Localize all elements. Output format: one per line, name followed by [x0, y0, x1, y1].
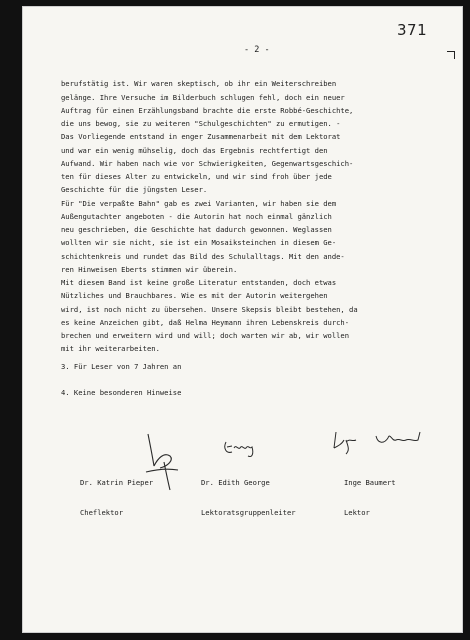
- body-line: berufstätig ist. Wir waren skeptisch, ob ihr ein Weiterschreiben: [61, 79, 337, 89]
- body-line: die uns bewog, sie zu weiteren "Schulgeschichten" zu ermutigen. -: [61, 119, 341, 128]
- body-line: wird, ist noch nicht zu übersehen. Unsere Skepsis bleibt bestehen, da: [61, 304, 358, 314]
- body-line: wollten wir sie nicht, sie ist ein Mosaiksteinchen in diesem Ge-: [61, 238, 337, 248]
- body-line: Außengutachter angeboten - die Autorin hat noch einmal gänzlich: [61, 211, 332, 221]
- body-line: Aufwand. Wir haben nach wie vor Schwierigkeiten, Gegenwartsgeschich-: [61, 158, 354, 168]
- signatory-name: Inge Baumert: [344, 478, 396, 487]
- signatory-role: Lektor: [344, 508, 370, 517]
- signatory-george: [201, 458, 296, 528]
- body-text: [61, 64, 358, 369]
- body-line: gelänge. Ihre Versuche im Bilderbuch schlugen fehl, doch ein neuer: [61, 92, 345, 102]
- body-line: es keine Anzeichen gibt, daß Helma Heymann ihren Lebenskreis durch-: [61, 317, 350, 327]
- body-line: mit ihr weiterarbeiten.: [61, 344, 160, 354]
- signature-baumert: [330, 428, 440, 456]
- body-line: Geschichte für die jüngsten Leser.: [61, 185, 208, 195]
- body-line: neu geschrieben, die Geschichte hat dadurch gewonnen. Weglassen: [61, 225, 332, 234]
- signatory-pieper: [80, 458, 153, 528]
- signatory-name: Dr. Katrin Pieper: [80, 478, 154, 487]
- body-line: Nützliches und Brauchbares. Wie es mit der Autorin weitergehen: [61, 291, 328, 301]
- signatory-role: Lektoratsgruppenleiter: [201, 508, 296, 517]
- body-line: und war ein wenig mühselig, doch das Ergebnis rechtfertigt den: [61, 145, 328, 155]
- signatory-name: Dr. Edith George: [201, 478, 270, 487]
- archive-number: 371: [397, 21, 428, 39]
- list-item-age: 3. Für Leser von 7 Jahren an: [61, 362, 182, 371]
- signatory-role: Cheflektor: [80, 508, 123, 517]
- body-line: ten für dieses Alter zu entwickeln, und wir sind froh über jede: [61, 172, 332, 181]
- list-item-notes: 4. Keine besonderen Hinweise: [61, 388, 182, 397]
- body-line: Auftrag für einen Erzählungsband brachte die erste Robbé-Geschichte,: [61, 105, 354, 115]
- signature-george: [222, 436, 262, 458]
- body-line: Das Vorliegende entstand in enger Zusammenarbeit mit dem Lektorat: [61, 132, 341, 142]
- body-line: Mit diesem Band ist keine große Literatur entstanden, doch etwas: [61, 278, 337, 287]
- body-line: Für "Die verpaßte Bahn" gab es zwei Varianten, wir haben sie dem: [61, 198, 337, 208]
- signatory-baumert: [344, 458, 396, 528]
- body-line: schichtenkreis und rundet das Bild des Schulalltags. Mit den ande-: [61, 251, 345, 261]
- body-line: brechen und erweitern wird und will; doch warten wir ab, wir wollen: [61, 331, 350, 340]
- corner-mark: [447, 51, 455, 59]
- page-number: - 2 -: [244, 45, 270, 55]
- body-line: ren Hinweisen Eberts stimmen wir überein.: [61, 264, 238, 274]
